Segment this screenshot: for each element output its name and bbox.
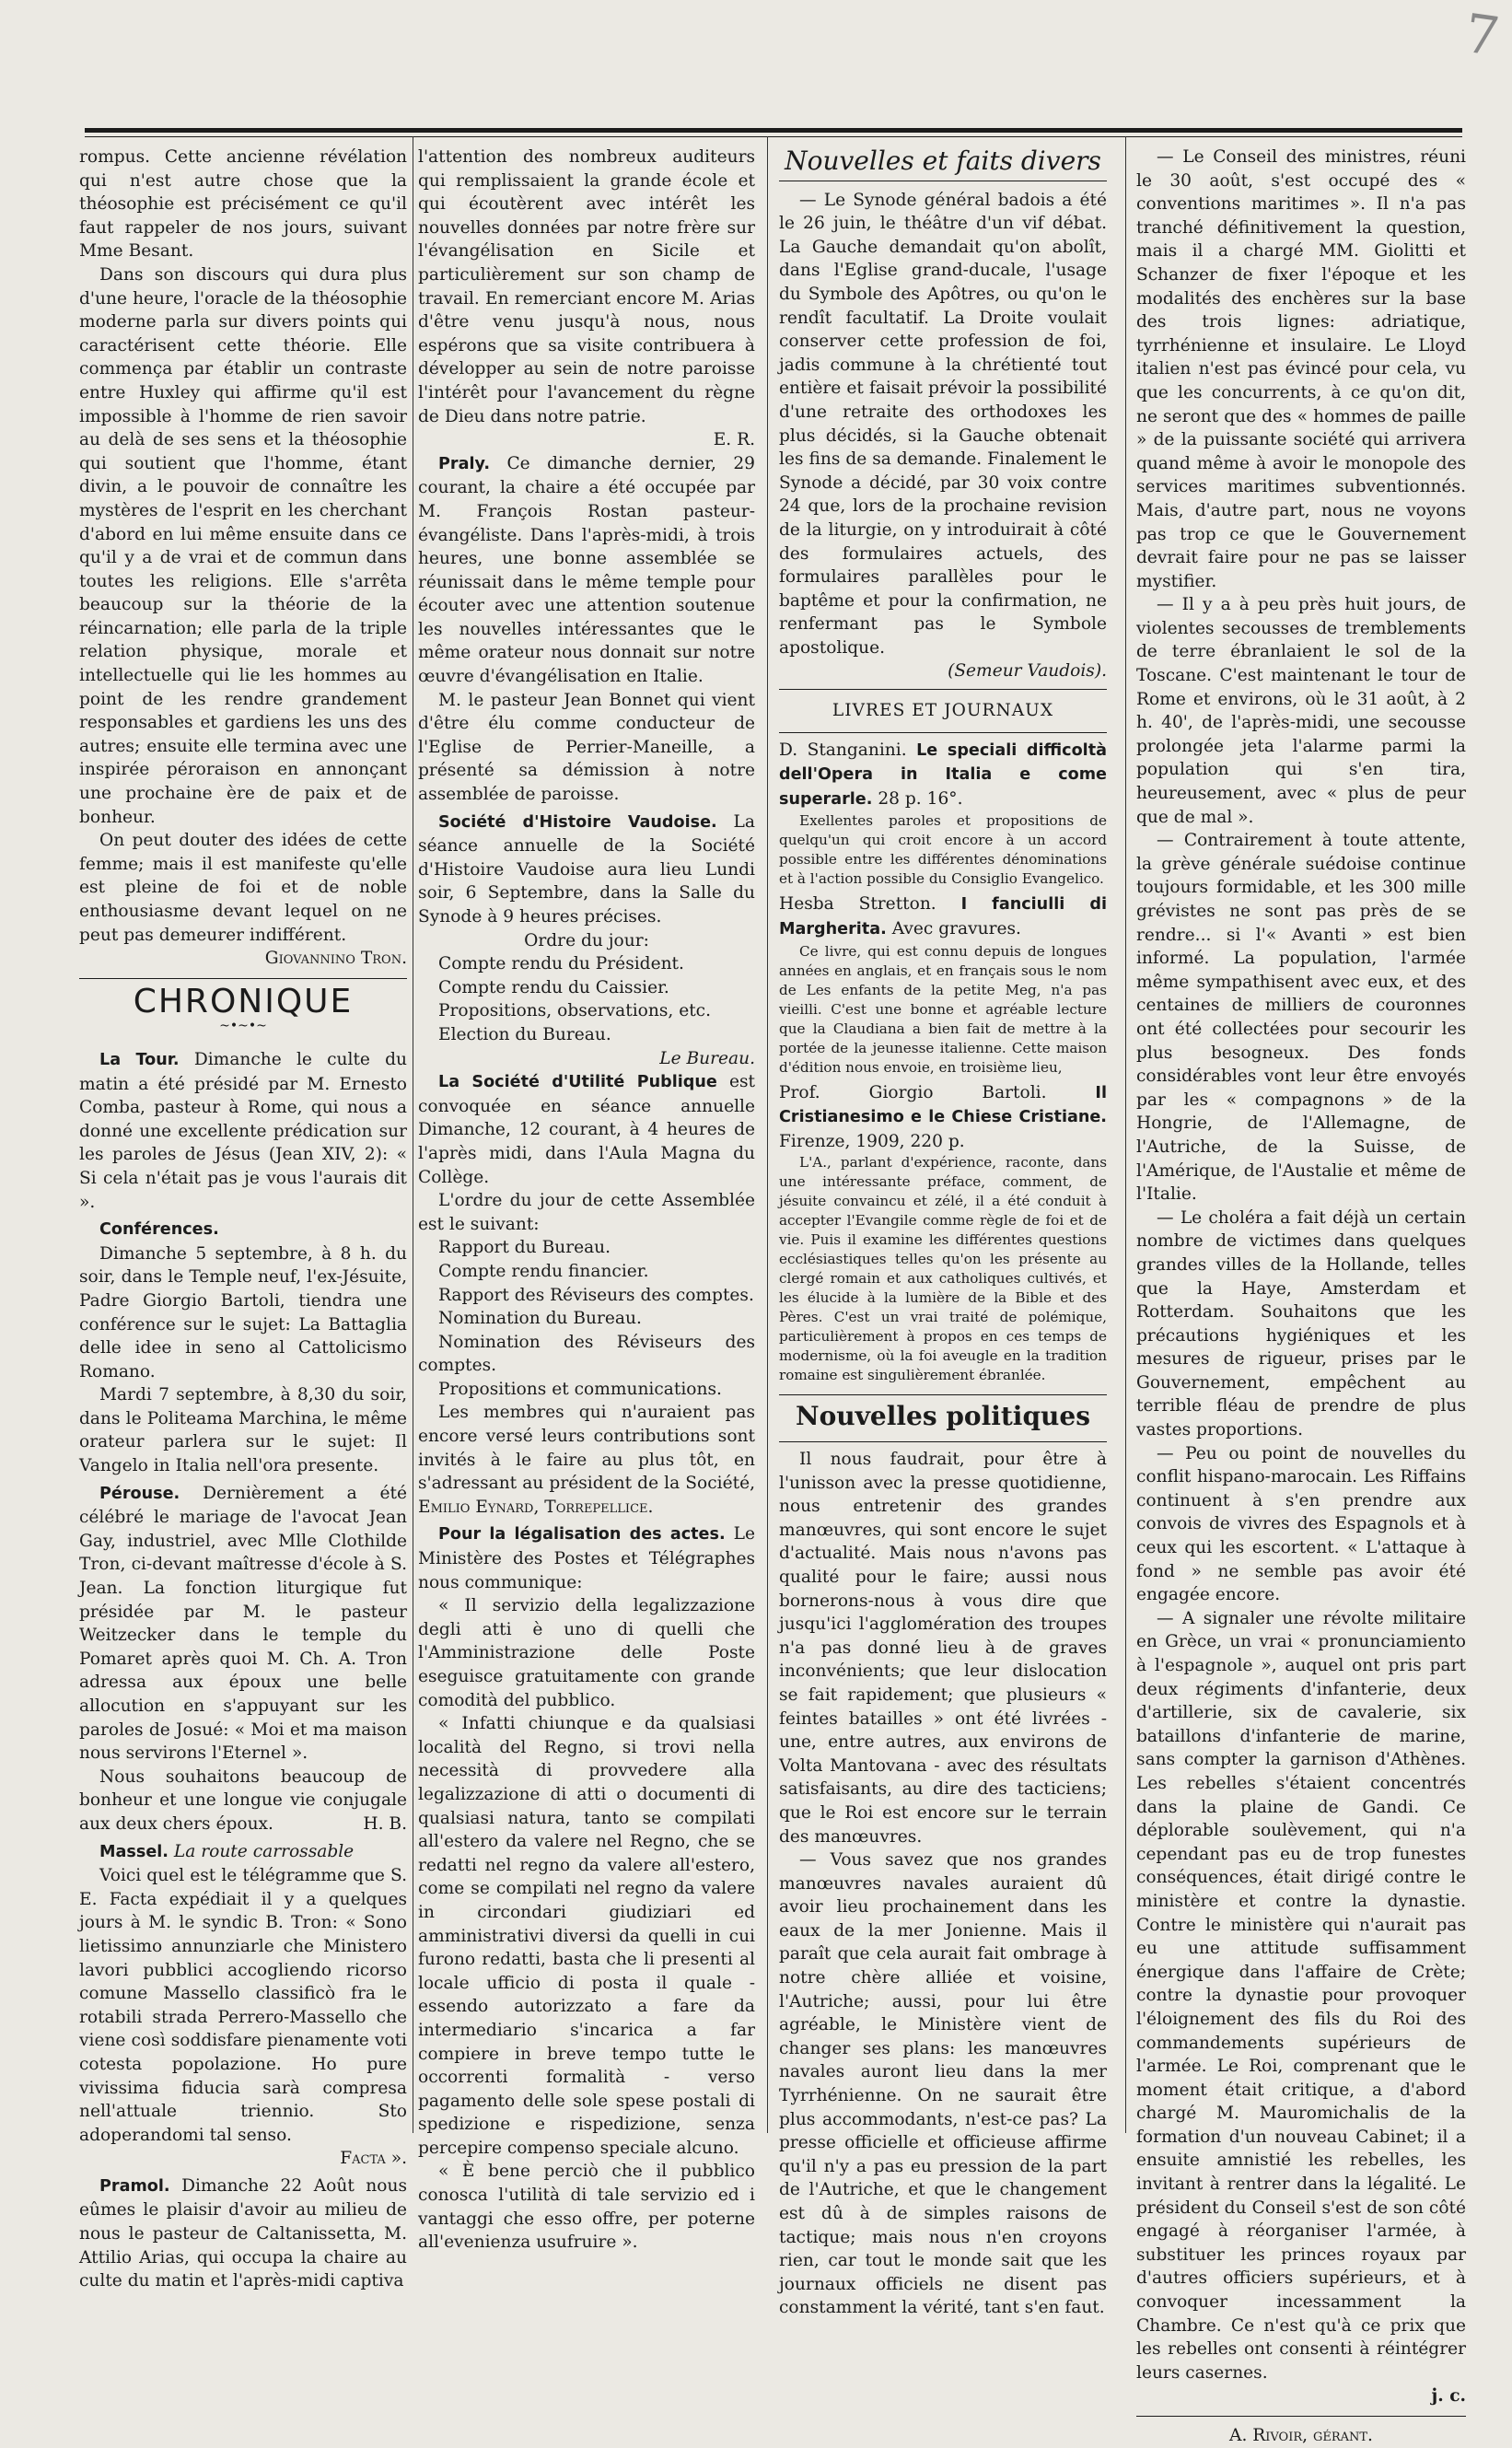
book-2-title: I fanciulli di Margherita.	[779, 895, 1107, 939]
arias-visit: l'attention des nombreux auditeurs qui remplissaient la grande école et qui écoutèrent avec intérêt les nouvelles données par notre frère sur l'évangélisation en Sicile et particulièrement sur son champ de travail. En remerciant encore M. Arias d'être venu jusqu'à nous, nous espérons que sa visite contribuera à développer au sein de notre paroisse l'intérêt pour l'avancement du règne de Dieu dans notre patrie.	[418, 147, 755, 426]
column-1	[79, 146, 407, 2293]
book-3	[779, 1081, 1107, 1154]
greve-suedoise: — Contrairement à toute attente, la grève générale suédoise continue toujours formidable, et les 300 mille grévistes ne sont pas près de se rendre... si l'« Avanti » est bien informé. La population, l'armée même sympathisent avec eux, et des centaines de milliers de couronnes ont été collectées pour secourir les plus besogneux. Des fonds considérables vont leur être envoyés par les « compagnons » de la Hongrie, de l'Allemagne, de l'Autriche, de la Suisse, de l'Amérique, de l'Austalie et même de l'Italie.	[1136, 831, 1466, 1205]
revolte-grece: — A signaler une révolte militaire en Grèce, un vrai « pronunciamiento à l'espagnole », auquel ont pris part deux régiments d'infanterie, deux d'artillerie, six de cavalerie, six bataillons d'infanterie de marine, sans compter la garnison d'Athènes. Les rebelles s'étaient concentrés dans la plaine de Gandi. Ce déplorable soulèvement, qui n'a cependant pas eu de trop funestes conséquences, était dirigé contre le ministère et contre la dynastie. Contre le ministère qui n'aurait pas eu une attitude suffisamment énergique dans l'affaire de Crète; contre la dynastie pour provoquer l'éloignement des fils du Roi des commandements supérieurs de l'armée. Le Roi, comprenant que le moment était critique, a d'abord chargé M. Mauromichalis de la formation d'un nouveau Cabinet; il a ensuite amnistié les rebelles, les invitant à rentrer dans la légalité. Le président du Conseil s'est de son côté engagé à réorganiser l'armée, à substituer les princes royaux par d'autres officiers supérieurs, et à convoquer incessamment la Chambre. Ce n'est qu'à ce prix que les rebelles ont consenti à réintégrer leurs casernes.	[1136, 1608, 1466, 2383]
conseil-ministres: — Le Conseil des ministres, réuni le 30 août, s'est occupé des « conventions maritimes ». Il n'a pas tranché définitivement la question, mais il a chargé MM. Giolitti et Schanzer de fixer l'époque et les modalités des enchères sur la base des trois lignes: adriatique, tyrrhénienne et insulaire. Le Lloyd italien n'est pas évincé pour cela, vu que les concurrents, à ce qu'on dit, ne seront que des « hommes de paille » de la puissante société qui arrivera quand même à avoir le monopole des services maritimes subventionnés. Mais, d'autre part, nous ne voyons pas trop ce que le Gouvernement devrait faire pour ne pas se laisser mystifier.	[1136, 147, 1466, 591]
column-divider-3	[1125, 136, 1126, 2133]
livres-heading-box	[779, 689, 1107, 733]
theosophy-end: rompus. Cette ancienne révélation qui n'est autre chose que la théosophie est précisément ce qu'il faut rappeler de nos jours, suivant Mme Besant.	[79, 147, 407, 262]
conferences-heading-row	[79, 1218, 407, 1242]
massel-heading: Massel.	[99, 1842, 169, 1861]
perouse-text: Dernièrement a été célébré le mariage de l'avocat Jean Gay, industriel, avec Mlle Clothilde Tron, ci-devant maîtresse d'école à S. Jean. La fonction liturgique fut présidée par M. le pasteur Weitzecker dans le temple du Pomaret après quoi M. Ch. A. Tron adressa aux époux une belle allocution en s'appuyant sur les paroles de Josué: « Moi et ma maison nous servirons l'Eternel ».	[79, 1483, 407, 1764]
legalisation-quote-1: « Il servizio della legalizzazione degli atti è uno di quelli che l'Amministrazione delle Poste eseguisce gratuitamente con grande comodità del pubblico.	[418, 1596, 755, 1710]
massel-item	[79, 1840, 407, 1865]
signature-er: E. R.	[713, 430, 755, 450]
book-3-author: Prof. Giorgio Bartoli.	[779, 1082, 1047, 1102]
shv-signature: Le Bureau.	[659, 1048, 755, 1068]
shv-heading: Société d'Histoire Vaudoise.	[438, 812, 717, 832]
facta-signature: Facta ».	[340, 2149, 407, 2169]
book-2	[779, 892, 1107, 941]
book-1-desc: Exellentes paroles et propositions de quelqu'un qui croit encore à un accord possible entre les différentes dénominations et à l'action possible du Consiglio Evangelico.	[779, 812, 1107, 888]
book-1-pages: 28 p. 16°.	[878, 788, 963, 809]
book-3-desc: L'A., parlant d'expérience, raconte, dans une intéressante préface, comment, de jésuite convaincu et zélé, il a été conduit à accepter l'Evangile comme règle de foi et de vie. Puis il examine les différentes questions ecclésiastiques telles qu'on les présente au clergé romain et aux catholiques cultivés, et les élucide à la lumière de la Bible et des Pères. C'est un vrai traité de polémique, particulièrement à propos en ces temps de modernisme, où la foi aveugle en la tradition romaine est singulièrement ébranlée.	[779, 1154, 1107, 1384]
sup-contributions-text: Les membres qui n'auraient pas encore versé leurs contributions sont invités à le faire au plus tôt, en s'adressant au président de la Société,	[418, 1403, 755, 1494]
perouse-signature: H. B.	[363, 1813, 407, 1834]
massel-telegram: Voici quel est le télégramme que S. E. Facta expédiait il y a quelques jours à M. le syndic B. Tron: « Sono lietissimo annunziarle che Ministero lavori pubblici accogliendo ricorso comune Massello classificò fra le rotabili strada Perrero-Massello che viene così soddisfare pienamente voti cotesta popolazione. Ho pure vivissima fiducia sarà compresa nell'attuale triennio. Sto adoperandomi tal senso.	[79, 1866, 407, 2145]
sup-agenda-4: Nomination du Bureau.	[438, 1309, 642, 1329]
conference-2: Mardi 7 septembre, à 8,30 du soir, dans le Politeama Marchina, le même orateur parlera sur le sujet: Il Vangelo in Italia nell'ora presente.	[79, 1385, 407, 1476]
sup-agenda-3: Rapport des Réviseurs des comptes.	[438, 1285, 754, 1305]
jc-signature: j. c.	[1431, 2386, 1466, 2407]
sup-contributions	[418, 1401, 755, 1519]
sup-heading: La Société d'Utilité Publique	[438, 1073, 717, 1092]
signature-tron: Giovannino Tron.	[264, 949, 407, 969]
theosophy-conclusion: On peut douter des idées de cette femme; mais il est manifeste qu'elle est pleine de foi et de noble enthousiasme devant lequel on ne peut pas demeurer indifférent.	[79, 831, 407, 945]
latour-heading: La Tour.	[99, 1050, 180, 1069]
sup-item	[418, 1070, 755, 1189]
pramol-heading: Pramol.	[99, 2176, 170, 2196]
manoeuvres-navales: — Vous savez que nos grandes manœuvres navales auraient dû avoir lieu prochainement dans les eaux de la mer Jonienne. Mais il paraît que cela aurait fait ombrage à notre chère alliée et voisine, l'Autriche; aussi, pour lui être agréable, le Ministère vient de changer ses plans: les manœuvres navales auront lieu dans la mer Tyrrhénienne. On ne saurait être plus accommodants, n'est-ce pas? La presse officielle et officieuse affirme qu'il n'y a pas eu pression de la part de l'Autriche, et que le changement est dû à de simples raisons de tactique; mais nous n'en croyons rien, car tout le monde sait que les journaux officiels ne disent pas constamment la vérité, tant s'en faut.	[779, 1850, 1107, 2318]
sup-agenda-intro: L'ordre du jour de cette Assemblée est le suivant:	[418, 1191, 755, 1234]
pramol-item	[79, 2174, 407, 2293]
book-2-desc: Ce livre, qui est connu depuis de longues années en anglais, et en français sous le nom de Les enfants de la petite Meg, n'a pas vieilli. C'est une bonne et agréable lecture que la Claudiana a bien fait de mettre à la portée de la jeunesse italienne. Cette maison d'édition nous envoie, en troisième lieu,	[779, 942, 1107, 1076]
legalisation-item	[418, 1522, 755, 1594]
shv-text: La séance annuelle de la Société d'Histoire Vaudoise aura lieu Lundi soir, 6 Septembre, dans la Salle du Synode à 9 heures précises.	[418, 811, 755, 927]
sup-agenda-1: Rapport du Bureau.	[438, 1238, 611, 1258]
semeur-source: (Semeur Vaudois).	[948, 661, 1107, 682]
book-2-author: Hesba Stretton.	[779, 894, 936, 915]
conferences-heading: Conférences.	[99, 1220, 219, 1240]
shv-agenda-3: Propositions, observations, etc.	[438, 1001, 712, 1021]
book-1-author: D. Stanganini.	[779, 740, 907, 760]
book-2-extra: Avec gravures.	[891, 919, 1021, 939]
tremblements-de-terre: — Il y a à peu près huit jours, de violentes secousses de tremblements de terre ébranlaient le sol de la Toscane. C'est maintenant le tour de Rome et environs, où le 31 août, à 2 h. 40', de l'après-midi, une secousse prolongée jeta l'alarme parmi la population qui s'en tira, heureusement, avec « plus de peur que de mal ».	[1136, 595, 1466, 827]
legalisation-quote-2: « Infatti chiunque e da qualsiasi località del Regno, si trovi nella necessità di provvedere alla legalizzazione di atti o documenti di qualsiasi natura, tanto se compilati all'estero da valere nel Regno, che se redatti nel regno da valere all'estero, come se compilati nel regno da valere in circondari giudiziari ed amministrativi diversi da quelli in cui furono redatti, basta che li presenti al locale ufficio di posta il quale - essendo autorizzato a fare da intermediario s'incarica a far compiere in breve tempo tutte le occorrenti formalità - verso pagamento delle sole spese postali di spedizione e rispedizione, senza percepire compenso speciale alcuno.	[418, 1714, 755, 2158]
sup-agenda-6: Propositions et communications.	[438, 1379, 722, 1399]
perouse-wishes	[79, 1766, 407, 1836]
politiques-heading: Nouvelles politiques	[796, 1401, 1090, 1432]
divider	[79, 978, 407, 979]
column-divider-2	[767, 136, 768, 2133]
conference-1: Dimanche 5 septembre, à 8 h. du soir, dans le Temple neuf, l'ex-Jésuite, Padre Giorgio Bartoli, tiendra une conférence sur le sujet: La Battaglia delle idee in seno al Cattolicismo Romano.	[79, 1243, 407, 1381]
praly-bonnet: M. le pasteur Jean Bonnet qui vient d'être élu comme conducteur de l'Eglise de Perrier-Maneille, a présenté sa démission à notre assemblée de paroisse.	[418, 690, 755, 805]
perouse-wishes-text: Nous souhaitons beaucoup de bonheur et une longue vie conjugale aux deux chers époux.	[79, 1766, 407, 1834]
top-rule	[85, 128, 1462, 133]
politiques-heading-box	[779, 1394, 1107, 1442]
book-3-title: Il Cristianesimo e le Chiese Cristiane.	[779, 1083, 1107, 1127]
shv-agenda-2: Compte rendu du Caissier.	[438, 977, 669, 997]
livres-heading: LIVRES ET JOURNAUX	[832, 701, 1054, 721]
shv-agenda-heading: Ordre du jour:	[524, 930, 649, 950]
sup-agenda-2: Compte rendu financier.	[438, 1261, 649, 1281]
sup-president: Emilio Eynard, Torrepellice.	[418, 1497, 654, 1517]
book-1-title: Le speciali difficoltà dell'Opera in Italia e come superarle.	[779, 740, 1107, 809]
ornament-divider: ~•~•~	[219, 1019, 267, 1034]
column-2	[418, 146, 755, 2255]
praly-item	[418, 452, 755, 689]
legalisation-text: Le Ministère des Postes et Télégraphes nous communique:	[418, 1524, 755, 1592]
divider	[1136, 2416, 1466, 2417]
book-3-pages: Firenze, 1909, 220 p.	[779, 1131, 965, 1151]
latour-item	[79, 1048, 407, 1214]
gerant-signature: A. Rivoir, gérant.	[1229, 2426, 1373, 2445]
top-rule-thin	[85, 136, 1462, 137]
perouse-item	[79, 1482, 407, 1766]
faits-divers-heading: Nouvelles et faits divers	[785, 146, 1101, 176]
latour-text: Dimanche le culte du matin a été présidé par M. Ernesto Comba, pasteur à Rome, qui nous a donné une excellente prédication sur les paroles de Jésus (Jean XIV, 2): « Si cela n'était pas je vous l'aurais dit ».	[79, 1049, 407, 1212]
shv-agenda-1: Compte rendu du Président.	[438, 954, 684, 974]
conflit-hispano-marocain: — Peu ou point de nouvelles du conflit hispano-marocain. Les Riffains continuent à s'en prendre aux convois de vivres des Espagnols et à ceux qui les escortent. « L'attaque à fond » ne semble pas avoir été engagée encore.	[1136, 1443, 1466, 1605]
shv-item	[418, 810, 755, 929]
book-1	[779, 739, 1107, 812]
theosophy-discourse: Dans son discours qui dura plus d'une heure, l'oracle de la théosophie moderne parla sur divers points qui caractérisent cette théorie. Elle commença par établir un contraste entre Huxley qui affirme qu'il est impossible à l'homme de rien savoir au delà de ses sens et la théosophie qui soutient que l'homme, étant divin, a le pouvoir de connaître les mystères de l'esprit en les cherchant d'abord en lui même ensuite dans ce qu'il y a de vrai et de commun dans toutes les religions. Elle s'arrêta beaucoup sur la théorie de la réincarnation; elle parla de la triple relation physique, morale et intellectuelle qui lie les hommes au point de les rendre grandement responsables et gardiens les uns des autres; ensuite elle termina avec une inspirée péroraison en annonçant une prochaine ère de paix et de bonheur.	[79, 264, 407, 827]
shv-agenda-4: Election du Bureau.	[438, 1024, 611, 1044]
legalisation-heading: Pour la légalisation des actes.	[438, 1525, 726, 1545]
column-4	[1136, 146, 1466, 2448]
perouse-heading: Pérouse.	[99, 1484, 180, 1503]
praly-text: Ce dimanche dernier, 29 courant, la chaire a été occupée par M. François Rostan pasteur-évangéliste. Dans l'après-midi, à trois heures, une bonne assemblée se réunissait dans le même temple pour écouter avec une attention soutenue les nouvelles intéressantes que le même orateur nous donnait sur notre œuvre d'évangélisation en Italie.	[418, 453, 755, 687]
massel-subtitle: La route carrossable	[173, 1841, 355, 1861]
sup-agenda-5: Nomination des Réviseurs des comptes.	[418, 1332, 755, 1376]
chronique-heading: CHRONIQUE	[133, 982, 354, 1020]
sup-text: est convoquée en séance annuelle Dimanche, 12 courant, à 4 heures de l'après midi, dans l'Aula Magna du Collège.	[418, 1072, 755, 1187]
praly-heading: Praly.	[438, 454, 491, 473]
cholera: — Le choléra a fait déjà un certain nombre de victimes dans quelques grandes villes de la Hollande, telles que la Haye, Amsterdam et Rotterdam. Souhaitons que les précautions hygiéniques et les mesures de rigueur, prises par le Gouvernement, empêchent au terrible fléau de prendre de plus vastes proportions.	[1136, 1207, 1466, 1440]
grandes-manoeuvres: Il nous faudrait, pour être à l'unisson avec la presse quotidienne, nous entretenir des grandes manœuvres, qui sont encore le sujet d'actualité. Mais nous n'avons pas qualité pour le faire; aussi nous bornerons-nous à vous dire que jusqu'ici l'agglomération des troupes n'a pas donné lieu à de graves inconvénients; que leur dislocation se fait rapidement; que plusieurs « feintes batailles » ont été livrées - une, entre autres, aux environs de Volta Mantovana - avec des résultats satisfaisants, au dire des tacticiens; que le Roi est encore sur le terrain des manœuvres.	[779, 1450, 1107, 1847]
column-3	[779, 146, 1107, 2320]
legalisation-quote-3: « È bene perciò che il pubblico conosca l'utilità di tale servizio ed i vantaggi che esso offre, per poterne all'evenienza usufruire ».	[418, 2162, 755, 2253]
synode-badois: — Le Synode général badois a été le 26 juin, le théâtre d'un vif débat. La Gauche demandait qu'on abolît, dans l'Eglise grand-ducale, l'usage du Symbole des Apôtres, ou qu'on le rendît facultatif. La Droite voulait conserver cette profession de foi, jadis commune à la chrétienté tout entière et faisait prévoir la possibilité d'une retraite des orthodoxes les plus décidés, si la Gauche obtenait les fins de sa demande. Finalement le Synode a décidé, par 30 voix contre 24 que, lors de la prochaine revision de la liturgie, on y introduirait à côté des formulaires actuels, des formulaires parallèles pour le baptême et pour la confirmation, ne renfermant pas le Symbole apostolique.	[779, 190, 1107, 658]
page-number: 7	[1460, 1, 1504, 69]
pramol-text: Dimanche 22 Août nous eûmes le plaisir d'avoir au milieu de nous le pasteur de Caltanissetta, M. Attilio Arias, qui occupa la chaire au culte du matin et l'après-midi captiva	[79, 2175, 407, 2291]
